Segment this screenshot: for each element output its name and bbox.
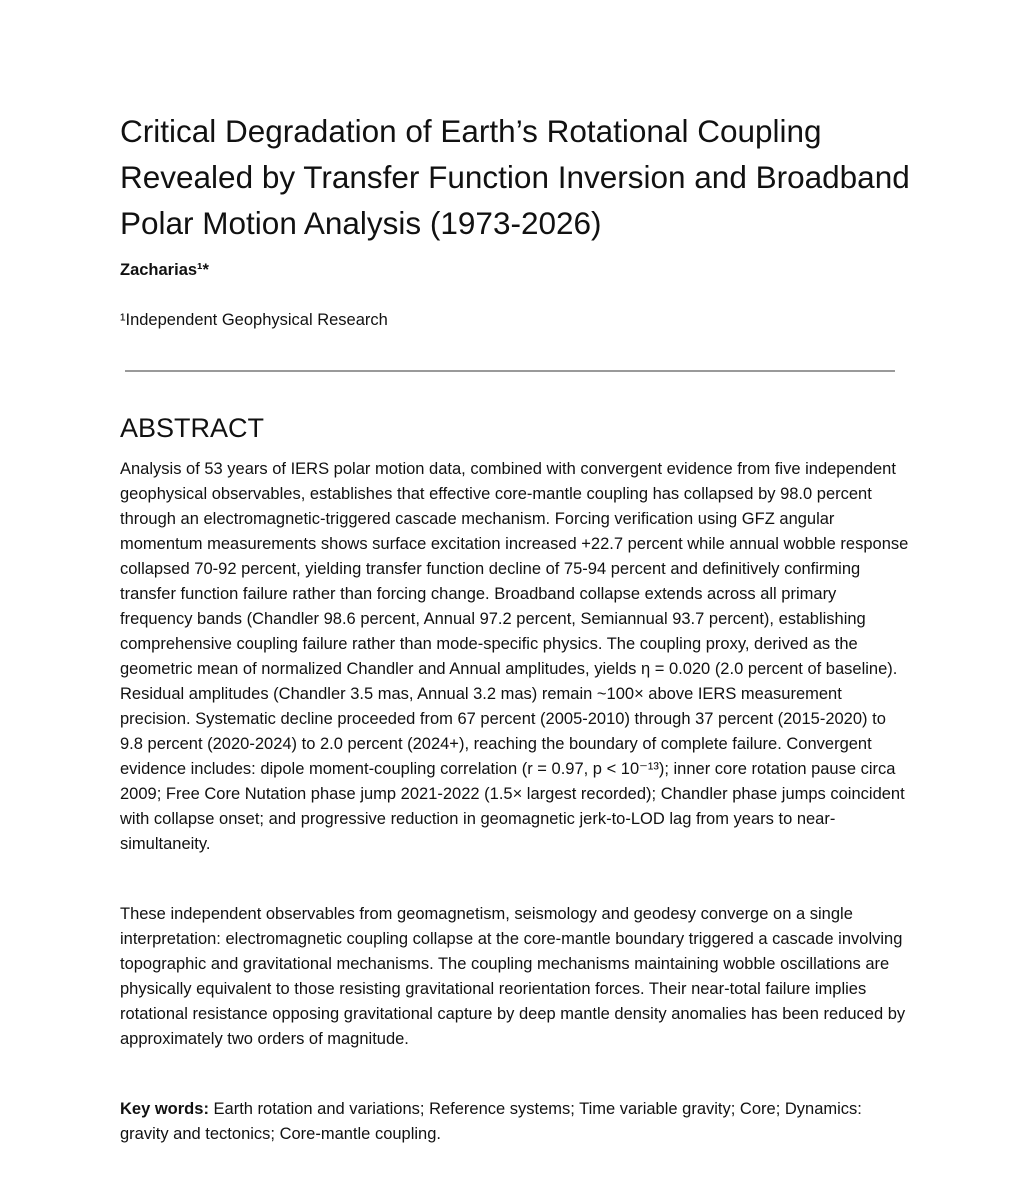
abstract-paragraph-2: These independent observables from geomagnetism, seismology and geodesy converge on a single interpretation: electromagnetic coupling collapse at the core-mantle boundary triggered a cascade involving topographic and gravitational mechanisms. The coupling mechanisms maintaining wobble oscillations are physically equivalent to those resisting gravitational reorientation forces. Their near-total failure implies rotational resistance opposing gravitational capture by deep mantle density anomalies has been reduced by approximately two orders of magnitude.: [120, 905, 906, 1048]
author-line: Zacharias¹*: [120, 261, 209, 279]
keywords-text: Earth rotation and variations; Reference systems; Time variable gravity; Core; Dynamics: gravity and tectonics; Core-mantle coupling.: [120, 1100, 862, 1143]
paper-title: Critical Degradation of Earth’s Rotational Coupling Revealed by Transfer Function Inversion and Broadband Polar Motion Analysis (1973-2026): [120, 113, 910, 241]
section-divider: [125, 370, 895, 372]
abstract-heading: ABSTRACT: [120, 413, 265, 443]
keywords-line: [120, 1097, 910, 1147]
affiliation-line: ¹Independent Geophysical Research: [120, 311, 388, 329]
abstract-paragraph-1: Analysis of 53 years of IERS polar motion data, combined with convergent evidence from five independent geophysical observables, establishes that effective core-mantle coupling has collapsed by 98.0 percent through an electromagnetic-triggered cascade mechanism. Forcing verification using GFZ angular momentum measurements shows surface excitation increased +22.7 percent while annual wobble response collapsed 70-92 percent, yielding transfer function decline of 75-94 percent and definitively confirming transfer function failure rather than forcing change. Broadband collapse extends across all primary frequency bands (Chandler 98.6 percent, Annual 97.2 percent, Semiannual 93.7 percent), establishing comprehensive coupling failure rather than mode-specific physics. The coupling proxy, derived as the geometric mean of normalized Chandler and Annual amplitudes, yields η = 0.020 (2.0 percent of baseline). Residual amplitudes (Chandler 3.5 mas, Annual 3.2 mas) remain ~100× above IERS measurement precision. Systematic decline proceeded from 67 percent (2005-2010) through 37 percent (2015-2020) to 9.8 percent (2020-2024) to 2.0 percent (2024+), reaching the boundary of complete failure. Convergent evidence includes: dipole moment-coupling correlation (r = 0.97, p < 10⁻¹³); inner core rotation pause circa 2009; Free Core Nutation phase jump 2021-2022 (1.5× largest recorded); Chandler phase jumps coincident with collapse onset; and progressive reduction in geomagnetic jerk-to-LOD lag from years to near-simultaneity.: [120, 460, 909, 853]
keywords-label: Key words:: [120, 1100, 209, 1118]
